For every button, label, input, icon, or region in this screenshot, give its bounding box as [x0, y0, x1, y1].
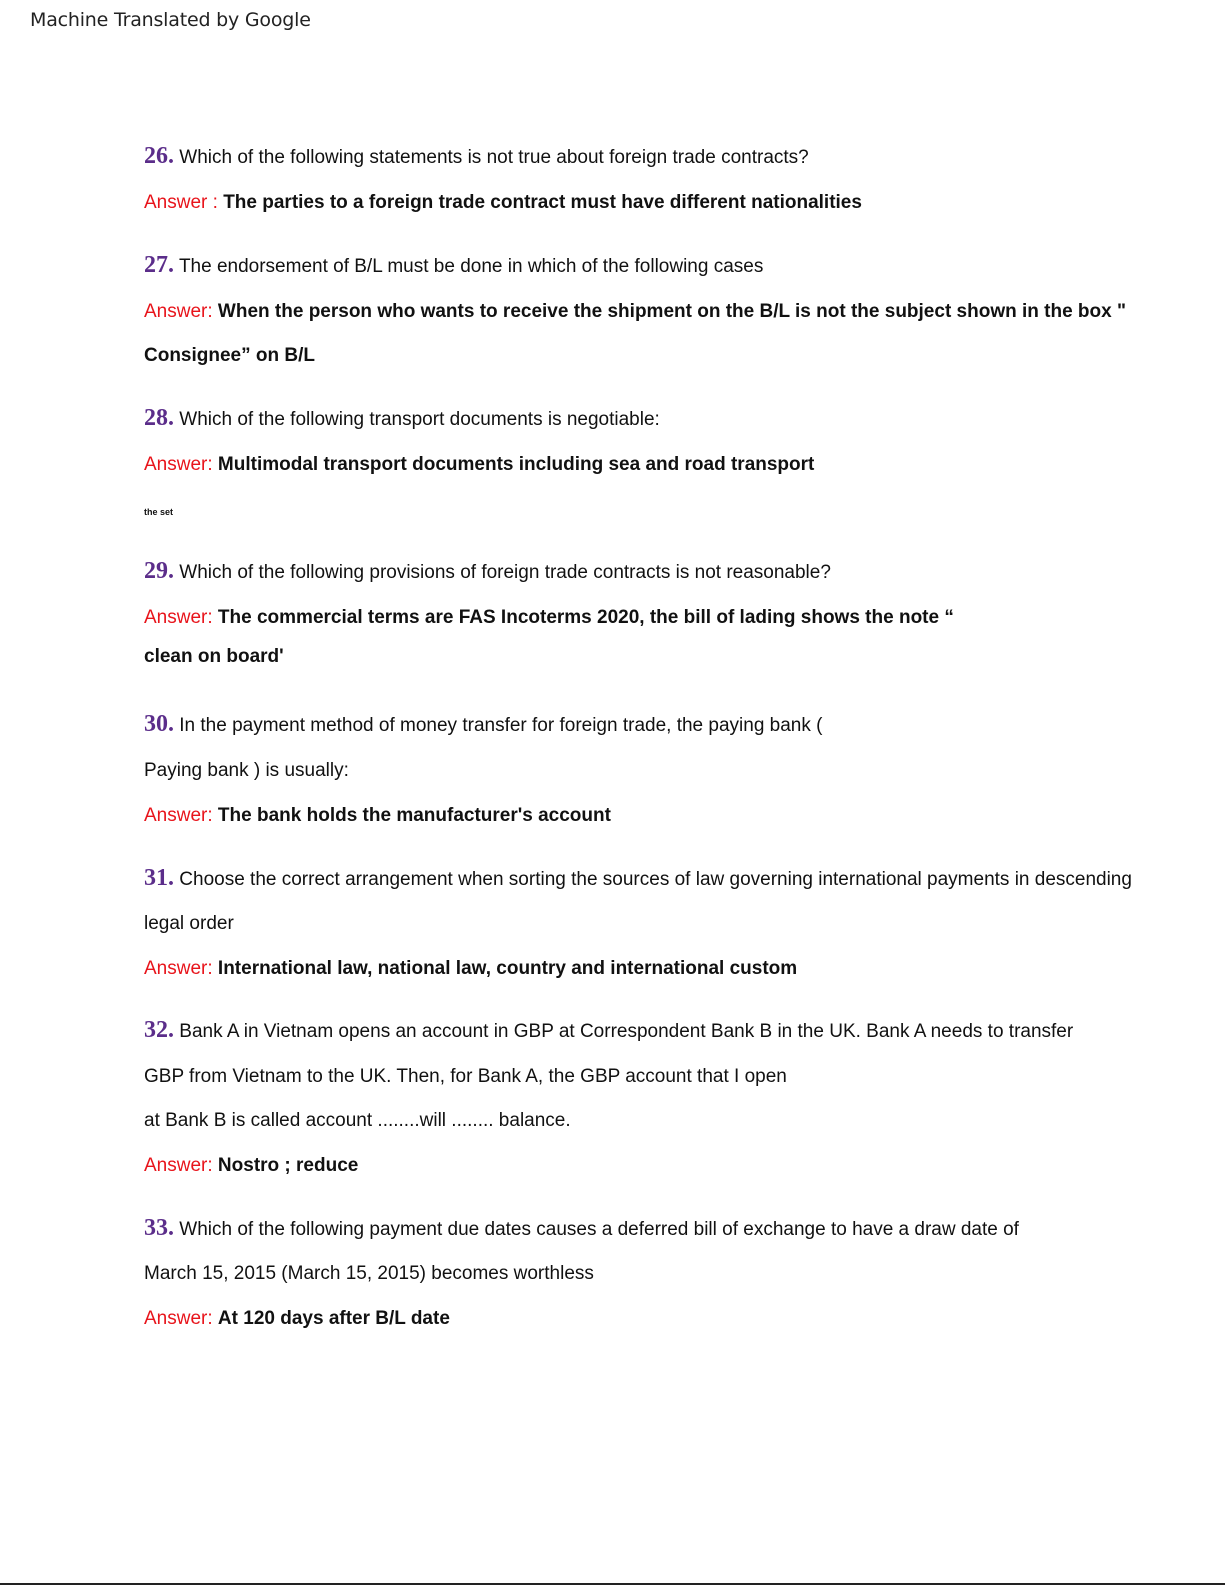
question-30: [144, 711, 822, 738]
answer-text: Nostro ; reduce: [217, 1155, 359, 1176]
question-number: 27.: [144, 252, 174, 278]
answer-label: Answer:: [144, 1155, 218, 1176]
answer-label: Answer:: [144, 607, 218, 628]
question-number: 26.: [144, 143, 174, 169]
question-number: 31.: [144, 865, 174, 891]
answer-text: clean on board': [144, 646, 284, 667]
question-number: 29.: [144, 558, 174, 584]
answer-label: Answer:: [144, 958, 218, 979]
answer-29: [144, 607, 954, 629]
question-text: Which of the following transport documents is negotiable:: [179, 409, 660, 430]
answer-31: [144, 958, 797, 980]
question-text: at Bank B is called account ........will ........ balance.: [144, 1110, 571, 1131]
answer-33: [144, 1308, 450, 1330]
question-29: [144, 558, 831, 585]
answer-text: Multimodal transport documents including sea and road transport: [217, 454, 815, 475]
answer-26: [144, 192, 862, 214]
answer-text: The parties to a foreign trade contract must have different nationalities: [223, 192, 862, 213]
answer-text: Consignee” on B/L: [144, 345, 315, 366]
answer-label: Answer:: [144, 1308, 218, 1329]
stray-note: the set: [144, 507, 174, 517]
question-31: [144, 865, 1132, 892]
question-text: March 15, 2015 (March 15, 2015) becomes worthless: [144, 1263, 594, 1284]
question-text: Choose the correct arrangement when sorting the sources of law governing international payments in descending: [179, 869, 1132, 890]
question-31-continued: [144, 913, 234, 935]
question-text: GBP from Vietnam to the UK. Then, for Bank A, the GBP account that I open: [144, 1066, 787, 1087]
answer-32: [144, 1155, 358, 1177]
question-32-continued-2: [144, 1110, 571, 1132]
question-number: 32.: [144, 1017, 174, 1043]
question-text: The endorsement of B/L must be done in which of the following cases: [178, 256, 764, 277]
answer-label: Answer:: [144, 454, 218, 475]
question-text: Bank A in Vietnam opens an account in GBP at Correspondent Bank B in the UK. Bank A needs to transfer: [179, 1021, 1074, 1042]
question-text: Which of the following payment due dates causes a deferred bill of exchange to have a draw date of: [179, 1219, 1019, 1240]
question-26: [144, 143, 809, 170]
question-30-continued: [144, 760, 349, 782]
answer-text: The bank holds the manufacturer's account: [217, 805, 611, 826]
question-text: legal order: [144, 913, 234, 934]
answer-label: Answer :: [144, 192, 224, 213]
answer-30: [144, 805, 611, 827]
question-33-continued: [144, 1263, 594, 1285]
answer-29-continued: [144, 646, 284, 668]
answer-text: The commercial terms are FAS Incoterms 2020, the bill of lading shows the note “: [217, 607, 954, 628]
answer-text: When the person who wants to receive the shipment on the B/L is not the subject shown in the box ": [217, 301, 1126, 322]
question-number: 30.: [144, 711, 174, 737]
answer-27-continued: [144, 345, 315, 367]
question-27: [144, 252, 763, 279]
answer-28: [144, 454, 814, 476]
question-32: [144, 1017, 1073, 1044]
answer-label: Answer:: [144, 805, 218, 826]
answer-27: [144, 301, 1126, 323]
answer-text: International law, national law, country and international custom: [217, 958, 798, 979]
question-text: Which of the following provisions of foreign trade contracts is not reasonable?: [179, 562, 831, 583]
question-number: 33.: [144, 1215, 174, 1241]
answer-text: At 120 days after B/L date: [217, 1308, 450, 1329]
question-text: Which of the following statements is not true about foreign trade contracts?: [179, 147, 809, 168]
machine-translation-banner: Machine Translated by Google: [30, 9, 311, 31]
question-number: 28.: [144, 405, 174, 431]
question-33: [144, 1215, 1019, 1242]
question-32-continued: [144, 1066, 787, 1088]
question-text: In the payment method of money transfer for foreign trade, the paying bank (: [179, 715, 823, 736]
question-text: Paying bank ) is usually:: [144, 760, 349, 781]
question-28: [144, 405, 660, 432]
answer-label: Answer:: [144, 301, 218, 322]
